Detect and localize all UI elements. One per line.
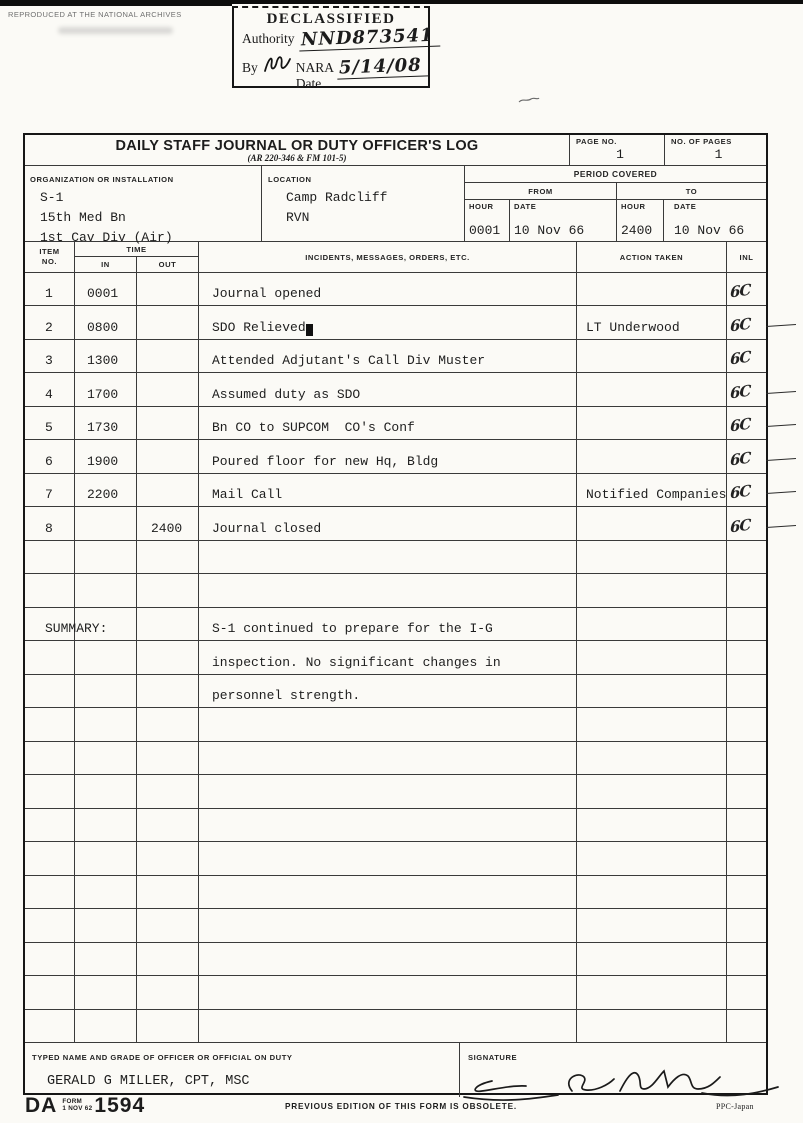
action-taken-cell — [577, 675, 727, 707]
from-hour-label: HOUR — [469, 202, 494, 211]
incident-cell — [199, 608, 577, 640]
duty-officer-initials: 6C — [730, 448, 751, 470]
action-taken-cell — [577, 641, 727, 673]
item-no-value: 7 — [45, 487, 53, 503]
time-in-cell — [75, 574, 137, 606]
initials-cell — [727, 541, 766, 573]
journal-row — [25, 407, 766, 440]
signature-label: SIGNATURE — [468, 1053, 518, 1062]
time-in-cell — [75, 407, 137, 439]
initials-cell — [727, 474, 766, 506]
location-line: RVN — [286, 210, 310, 225]
by-initials-scribble — [262, 53, 292, 75]
stamp-date-value: 5/14/08 — [337, 56, 428, 79]
time-out-cell — [137, 608, 199, 640]
journal-row — [25, 373, 766, 406]
page-no-value: 1 — [616, 147, 624, 162]
incident-cell — [199, 474, 577, 506]
action-taken-cell — [577, 574, 727, 606]
stamp-nara-label: NARA Date — [295, 59, 334, 91]
incident-cell — [199, 440, 577, 472]
journal-row — [25, 608, 766, 641]
item-no-cell — [25, 474, 75, 506]
item-header-line1: ITEM — [39, 247, 60, 256]
initials-cell — [727, 340, 766, 372]
initials-cell — [727, 507, 766, 539]
journal-row — [25, 306, 766, 339]
time-in-cell — [75, 876, 137, 908]
from-hour-cell — [465, 200, 510, 241]
journal-row — [25, 976, 766, 1009]
journal-row — [25, 474, 766, 507]
action-taken-cell — [577, 943, 727, 975]
summary-label: SUMMARY: — [45, 621, 108, 637]
period-from-label: FROM — [528, 186, 553, 196]
initials-cell — [727, 407, 766, 439]
journal-rows — [25, 273, 766, 1042]
form-org-row — [25, 166, 766, 245]
time-in-cell — [75, 976, 137, 1008]
initials-cell — [727, 842, 766, 874]
action-taken-cell — [577, 842, 727, 874]
time-out-cell — [137, 541, 199, 573]
item-no-cell — [25, 373, 75, 405]
time-in-value: 0001 — [87, 286, 119, 302]
incidents-header: INCIDENTS, MESSAGES, ORDERS, ETC. — [305, 252, 470, 262]
time-out-cell — [137, 306, 199, 338]
action-taken-cell — [577, 340, 727, 372]
initials-cell — [727, 641, 766, 673]
item-no-cell — [25, 775, 75, 807]
da-label: DA — [25, 1094, 58, 1117]
officer-name-label: TYPED NAME AND GRADE OF OFFICER OR OFFICIAL ON DUTY — [32, 1053, 293, 1062]
initials-cell — [727, 976, 766, 1008]
action-taken-cell — [577, 273, 727, 305]
form-title: DAILY STAFF JOURNAL OR DUTY OFFICER'S LOG — [115, 138, 479, 154]
action-taken-cell — [577, 775, 727, 807]
duty-officer-initials: 6C — [730, 280, 751, 302]
archives-reproduction-note: REPRODUCED AT THE NATIONAL ARCHIVES — [8, 10, 182, 19]
incident-cell — [199, 373, 577, 405]
to-date-label: DATE — [674, 202, 697, 211]
initials-cell — [727, 608, 766, 640]
organization-label: ORGANIZATION OR INSTALLATION — [30, 175, 174, 184]
no-of-pages-cell — [665, 135, 766, 165]
incident-text: Mail Call — [212, 487, 283, 503]
incident-cell — [199, 541, 577, 573]
time-in-cell — [75, 440, 137, 472]
initials-cell — [727, 574, 766, 606]
time-out-cell — [137, 440, 199, 472]
incident-cell — [199, 641, 577, 673]
journal-row — [25, 943, 766, 976]
from-date-value: 10 Nov 66 — [514, 223, 585, 238]
item-no-cell — [25, 407, 75, 439]
item-no-cell — [25, 943, 75, 975]
time-out-cell — [137, 876, 199, 908]
action-taken-cell — [577, 876, 727, 908]
initials-tail-stroke — [766, 391, 796, 394]
form-number-group — [25, 1096, 145, 1116]
time-out-cell — [137, 641, 199, 673]
item-no-cell — [25, 675, 75, 707]
action-taken-cell — [577, 909, 727, 941]
item-no-value: 4 — [45, 386, 53, 402]
item-no-cell — [25, 306, 75, 338]
time-header — [75, 242, 199, 272]
journal-row — [25, 440, 766, 473]
duty-officer-initials: 6C — [730, 381, 751, 403]
scan-edge-artifact-thick — [0, 0, 232, 6]
action-taken-text: LT Underwood — [586, 319, 680, 335]
incident-cell — [199, 976, 577, 1008]
period-covered-cell — [465, 166, 766, 241]
item-no-cell — [25, 541, 75, 573]
item-no-cell — [25, 608, 108, 640]
journal-row — [25, 842, 766, 875]
item-no-cell — [25, 507, 75, 539]
action-taken-cell — [577, 474, 727, 506]
form-title-row — [25, 135, 766, 166]
initials-cell — [727, 306, 766, 338]
time-out-cell — [137, 407, 199, 439]
time-out-cell — [137, 909, 199, 941]
time-header-label: TIME — [126, 244, 147, 254]
period-covered-label: PERIOD COVERED — [573, 169, 658, 179]
incident-cell — [199, 340, 577, 372]
time-in-cell — [75, 943, 137, 975]
action-taken-cell — [577, 976, 727, 1008]
action-taken-cell — [577, 708, 727, 740]
incident-text: Poured floor for new Hq, Bldg — [212, 453, 439, 469]
officer-name-cell — [25, 1043, 460, 1097]
incident-text: inspection. No significant changes in — [212, 654, 501, 670]
time-out-cell — [137, 809, 199, 841]
item-no-cell — [25, 876, 75, 908]
item-no-cell — [25, 809, 75, 841]
organization-cell — [25, 166, 262, 245]
action-taken-cell — [577, 407, 727, 439]
time-out-cell — [137, 775, 199, 807]
incident-text: Journal closed — [212, 520, 322, 536]
initials-cell — [727, 440, 766, 472]
journal-row — [25, 775, 766, 808]
time-out-cell — [137, 976, 199, 1008]
time-in-value: 1900 — [87, 453, 119, 469]
initials-cell — [727, 1010, 766, 1042]
journal-row — [25, 574, 766, 607]
time-in-cell — [75, 273, 137, 305]
form-footer — [0, 1095, 803, 1123]
incident-text: Bn CO to SUPCOM CO's Conf — [212, 420, 415, 436]
initials-tail-stroke — [766, 525, 796, 528]
journal-row — [25, 507, 766, 540]
journal-row — [25, 541, 766, 574]
journal-row — [25, 1010, 766, 1042]
time-in-value: 1730 — [87, 420, 119, 436]
time-in-cell — [75, 909, 137, 941]
item-no-cell — [25, 976, 75, 1008]
time-in-cell — [75, 373, 137, 405]
no-of-pages-value: 1 — [714, 147, 723, 162]
time-in-value: 0800 — [87, 319, 119, 335]
item-no-cell — [25, 440, 75, 472]
time-out-cell — [137, 742, 199, 774]
initials-cell — [727, 876, 766, 908]
journal-row — [25, 809, 766, 842]
to-hour-value: 2400 — [621, 223, 653, 238]
incident-cell — [199, 574, 577, 606]
time-out-cell — [137, 574, 199, 606]
item-no-cell — [25, 742, 75, 774]
initials-tail-stroke — [766, 491, 796, 494]
time-in-cell — [75, 474, 137, 506]
obsolete-note: PREVIOUS EDITION OF THIS FORM IS OBSOLETE. — [285, 1102, 517, 1111]
incident-cell — [199, 842, 577, 874]
organization-line: 15th Med Bn — [40, 210, 126, 225]
organization-line: S-1 — [40, 190, 64, 205]
action-taken-cell — [577, 608, 727, 640]
journal-row — [25, 742, 766, 775]
time-out-cell — [137, 675, 199, 707]
time-in-cell — [75, 541, 137, 573]
duty-officer-initials: 6C — [730, 414, 751, 436]
location-line: Camp Radcliff — [286, 190, 388, 205]
time-out-cell — [137, 340, 199, 372]
initials-cell — [727, 943, 766, 975]
item-no-cell — [25, 842, 75, 874]
journal-row — [25, 675, 766, 708]
time-in-cell — [75, 340, 137, 372]
initials-tail-stroke — [766, 424, 796, 427]
time-out-header: OUT — [158, 260, 177, 269]
time-in-cell — [75, 306, 137, 338]
action-taken-cell — [577, 809, 727, 841]
item-no-cell — [25, 708, 75, 740]
initials-cell — [727, 373, 766, 405]
incident-cell — [199, 273, 577, 305]
time-in-cell — [75, 1010, 137, 1042]
item-no-value: 2 — [45, 319, 53, 335]
stamp-authority-label: Authority — [242, 31, 295, 46]
action-taken-cell — [577, 1010, 727, 1042]
officer-signature-row — [25, 1042, 766, 1097]
form-subtitle: (AR 220-346 & FM 101-5) — [247, 153, 347, 163]
time-out-cell — [137, 507, 199, 539]
time-in-cell — [75, 708, 137, 740]
time-in-cell — [75, 641, 137, 673]
initials-cell — [727, 273, 766, 305]
item-no-value: 3 — [45, 353, 53, 369]
time-out-cell — [137, 943, 199, 975]
incident-cell — [199, 909, 577, 941]
initials-tail-stroke — [766, 324, 796, 327]
time-out-cell — [137, 842, 199, 874]
time-out-cell — [137, 474, 199, 506]
form-date: 1 NOV 62 — [62, 1104, 93, 1112]
declassified-stamp — [232, 6, 434, 91]
time-in-cell — [75, 842, 137, 874]
time-in-value: 2200 — [87, 487, 119, 503]
action-taken-cell — [577, 541, 727, 573]
duty-officer-initials: 6C — [730, 314, 751, 336]
incident-cell — [199, 876, 577, 908]
duty-officer-initials: 6C — [730, 347, 751, 369]
incident-cell — [199, 775, 577, 807]
item-no-header — [25, 242, 75, 272]
form-number: 1594 — [94, 1094, 146, 1117]
journal-row — [25, 909, 766, 942]
period-to-label: TO — [685, 186, 698, 196]
journal-row — [25, 641, 766, 674]
time-in-header: IN — [101, 260, 110, 269]
from-date-label: DATE — [514, 202, 537, 211]
incident-cell — [199, 306, 577, 338]
initials-tail-stroke — [766, 458, 796, 461]
journal-row — [25, 876, 766, 909]
action-taken-cell — [577, 306, 727, 338]
incident-cell — [199, 809, 577, 841]
scan-smudge — [58, 27, 173, 34]
to-hour-cell — [617, 200, 664, 241]
initials-cell — [727, 909, 766, 941]
item-no-cell — [25, 273, 75, 305]
incident-cell — [199, 943, 577, 975]
action-taken-text: Notified Companies — [586, 487, 727, 503]
organization-line: 1st Cav Div (Air) — [40, 230, 173, 245]
da-form-1594 — [23, 133, 768, 1095]
time-in-value: 1700 — [87, 386, 119, 402]
incident-text: Assumed duty as SDO — [212, 386, 361, 402]
stray-pen-mark — [518, 96, 540, 104]
location-label: LOCATION — [268, 175, 312, 184]
time-out-cell — [137, 273, 199, 305]
incident-cell — [199, 742, 577, 774]
time-in-cell — [75, 675, 137, 707]
time-in-cell — [75, 775, 137, 807]
incident-cell — [199, 675, 577, 707]
to-hour-label: HOUR — [621, 202, 646, 211]
page-no-label: PAGE NO. — [576, 137, 617, 146]
from-date-cell — [510, 200, 617, 241]
journal-row — [25, 273, 766, 306]
item-no-value: 1 — [45, 286, 53, 302]
location-cell — [262, 166, 465, 241]
journal-row — [25, 708, 766, 741]
item-no-value: 6 — [45, 453, 53, 469]
initials-cell — [727, 708, 766, 740]
action-taken-header: ACTION TAKEN — [619, 252, 684, 262]
item-no-cell — [25, 641, 75, 673]
stamp-authority-value: NND873541 — [298, 27, 439, 52]
incident-cell — [199, 1010, 577, 1042]
duty-officer-initials: 6C — [730, 515, 751, 537]
time-in-cell — [75, 809, 137, 841]
time-in-cell — [75, 507, 137, 539]
form-word: FORM — [62, 1098, 83, 1105]
time-out-cell — [137, 373, 199, 405]
item-no-cell — [25, 1010, 75, 1042]
journal-column-headers — [25, 242, 766, 273]
to-date-value: 10 Nov 66 — [674, 223, 745, 238]
incident-text: personnel strength. — [212, 688, 361, 704]
initials-cell — [727, 775, 766, 807]
incident-text: SDO Relieved — [212, 319, 306, 335]
item-header-line2: NO. — [41, 257, 58, 266]
initials-cell — [727, 809, 766, 841]
item-no-cell — [25, 340, 75, 372]
initials-cell — [727, 742, 766, 774]
time-in-value: 1300 — [87, 353, 119, 369]
time-out-value: 2400 — [151, 520, 183, 536]
stamp-title: DECLASSIFIED — [266, 11, 396, 27]
action-taken-cell — [577, 507, 727, 539]
item-no-cell — [25, 574, 75, 606]
incident-cell — [199, 507, 577, 539]
stamp-by-label: By — [242, 59, 258, 75]
ink-blot — [306, 324, 313, 336]
action-taken-cell — [577, 742, 727, 774]
time-in-cell — [75, 742, 137, 774]
inl-header: INL — [739, 252, 754, 262]
signature-cell — [460, 1043, 766, 1097]
initials-cell — [727, 675, 766, 707]
item-no-cell — [25, 909, 75, 941]
incident-cell — [199, 407, 577, 439]
incident-cell — [199, 708, 577, 740]
item-no-value: 8 — [45, 520, 53, 536]
duty-officer-initials: 6C — [730, 481, 751, 503]
incident-text: S-1 continued to prepare for the I-G — [212, 621, 493, 637]
to-date-cell — [664, 200, 766, 241]
printer-note: PPC-Japan — [716, 1102, 754, 1111]
from-hour-value: 0001 — [469, 223, 501, 238]
time-out-cell — [137, 708, 199, 740]
item-no-value: 5 — [45, 420, 53, 436]
incident-text: Journal opened — [212, 286, 322, 302]
officer-name-value: GERALD G MILLER, CPT, MSC — [47, 1074, 250, 1089]
no-of-pages-label: NO. OF PAGES — [671, 137, 732, 146]
action-taken-cell — [577, 373, 727, 405]
form-title-cell — [25, 135, 570, 165]
action-taken-cell — [577, 440, 727, 472]
page-no-cell — [570, 135, 665, 165]
journal-row — [25, 340, 766, 373]
time-out-cell — [137, 1010, 199, 1042]
incident-text: Attended Adjutant's Call Div Muster — [212, 353, 486, 369]
